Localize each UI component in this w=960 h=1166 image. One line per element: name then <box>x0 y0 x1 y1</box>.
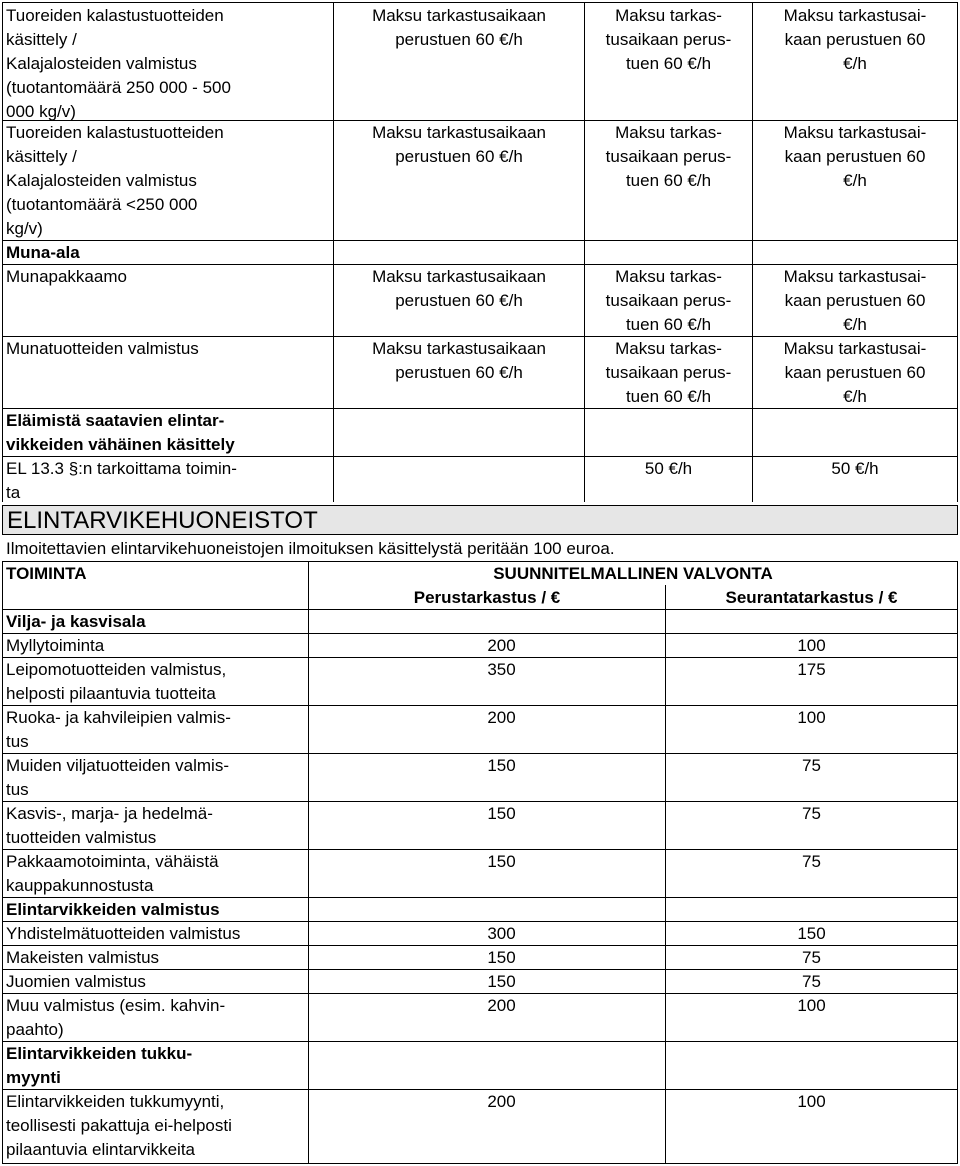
section-label: Elintarvikkeiden tukku- myynti <box>6 1044 193 1087</box>
basic-fee-value: 200 <box>487 636 516 655</box>
follow-up-fee-value: 100 <box>797 996 826 1015</box>
activity-label: Muu valmistus (esim. kahvin- paahto) <box>6 996 226 1039</box>
basic-fee-value: 150 <box>487 852 516 871</box>
fee-cell-col1: Maksu tarkastusaikaan perustuen 60 €/h <box>372 6 546 49</box>
fee-cell-col3: Maksu tarkastusai- kaan perustuen 60 €/h <box>783 123 927 190</box>
bottom-table-border-bottom <box>2 1163 958 1164</box>
follow-up-fee-value: 75 <box>802 948 821 967</box>
activity-label: Yhdistelmätuotteiden valmistus <box>6 924 241 943</box>
follow-up-fee-value: 75 <box>802 804 821 823</box>
activity-label: Myllytoiminta <box>6 636 105 655</box>
basic-fee-value: 150 <box>487 756 516 775</box>
fee-cell-col1: Maksu tarkastusaikaan perustuen 60 €/h <box>372 123 546 166</box>
bottom-table-border-right <box>957 561 958 1164</box>
follow-up-fee-value: 150 <box>797 924 826 943</box>
fee-cell-col3: 50 €/h <box>831 459 879 478</box>
top-table-divider-1 <box>333 2 334 502</box>
activity-label: Kasvis-, marja- ja hedelmä- tuotteiden valmistus <box>6 804 213 847</box>
activity-label: Leipomotuotteiden valmistus, helposti pilaantuvia tuotteita <box>6 660 227 703</box>
row-label: Munatuotteiden valmistus <box>6 339 199 358</box>
basic-fee-value: 200 <box>487 708 516 727</box>
top-table-border-right <box>957 2 958 502</box>
top-table-divider-2 <box>584 2 585 502</box>
basic-fee-value: 300 <box>487 924 516 943</box>
fee-cell-col1: Maksu tarkastusaikaan perustuen 60 €/h <box>372 339 546 382</box>
top-table-border-top <box>2 2 958 3</box>
top-table-divider-3 <box>752 2 753 502</box>
section-label: Vilja- ja kasvisala <box>6 612 146 631</box>
basic-fee-value: 200 <box>487 1092 516 1111</box>
basic-fee-value: 350 <box>487 660 516 679</box>
notice-text: Ilmoitettavien elintarvikehuoneistojen ilmoituksen käsittelystä peritään 100 euroa. <box>6 539 615 558</box>
follow-up-fee-value: 75 <box>802 756 821 775</box>
fee-cell-col2: Maksu tarkas- tusaikaan perus- tuen 60 €/h <box>605 6 732 73</box>
fee-cell-col1: Maksu tarkastusaikaan perustuen 60 €/h <box>372 267 546 310</box>
follow-up-fee-value: 100 <box>797 708 826 727</box>
fee-cell-col3: Maksu tarkastusai- kaan perustuen 60 €/h <box>783 267 927 334</box>
activity-label: Muiden viljatuotteiden valmis- tus <box>6 756 229 799</box>
header-basic-inspection: Perustarkastus / € <box>413 588 561 607</box>
basic-fee-value: 150 <box>487 948 516 967</box>
basic-fee-value: 150 <box>487 804 516 823</box>
row-label: Tuoreiden kalastustuotteiden käsittely / Kalajalosteiden valmistus (tuotantomäärä 250 000 - 500 000 kg/v) <box>6 6 231 121</box>
follow-up-fee-value: 175 <box>797 660 826 679</box>
row-label: Tuoreiden kalastustuotteiden käsittely / Kalajalosteiden valmistus (tuotantomäärä <250 000 kg/v) <box>6 123 224 238</box>
section-label: Elintarvikkeiden valmistus <box>6 900 220 919</box>
top-table-border-left <box>2 2 3 502</box>
activity-label: Pakkaamotoiminta, vähäistä kauppakunnostusta <box>6 852 219 895</box>
section-label-egg: Muna-ala <box>6 243 80 262</box>
fee-cell-col2: 50 €/h <box>644 459 693 478</box>
section-title: ELINTARVIKEHUONEISTOT <box>7 507 318 534</box>
section-header <box>2 505 958 535</box>
activity-label: Juomien valmistus <box>6 972 146 991</box>
header-activity: TOIMINTA <box>6 564 87 583</box>
activity-label: Elintarvikkeiden tukkumyynti, teollisesti pakattuja ei-helposti pilaantuvia elintarvikkeita <box>6 1092 232 1159</box>
activity-label: Makeisten valmistus <box>6 948 160 967</box>
follow-up-fee-value: 75 <box>802 852 821 871</box>
fee-cell-col2: Maksu tarkas- tusaikaan perus- tuen 60 €/h <box>605 267 732 334</box>
row-label: EL 13.3 §:n tarkoittama toimin- ta <box>6 459 237 502</box>
activity-label: Ruoka- ja kahvileipien valmis- tus <box>6 708 231 751</box>
bottom-table-border-left <box>2 561 3 1164</box>
header-follow-up-inspection: Seurantatarkastus / € <box>725 588 898 607</box>
fee-cell-col3: Maksu tarkastusai- kaan perustuen 60 €/h <box>783 339 927 406</box>
follow-up-fee-value: 75 <box>802 972 821 991</box>
basic-fee-value: 200 <box>487 996 516 1015</box>
fee-cell-col3: Maksu tarkastusai- kaan perustuen 60 €/h <box>783 6 927 73</box>
row-label: Munapakkaamo <box>6 267 127 286</box>
follow-up-fee-value: 100 <box>797 1092 826 1111</box>
section-label-animal-origin: Eläimistä saatavien elintar- vikkeiden vähäinen käsittely <box>6 411 235 454</box>
basic-fee-value: 150 <box>487 972 516 991</box>
follow-up-fee-value: 100 <box>797 636 826 655</box>
header-planned-control: SUUNNITELMALLINEN VALVONTA <box>493 564 773 583</box>
fee-cell-col2: Maksu tarkas- tusaikaan perus- tuen 60 €/h <box>605 123 732 190</box>
fee-cell-col2: Maksu tarkas- tusaikaan perus- tuen 60 €/h <box>605 339 732 406</box>
